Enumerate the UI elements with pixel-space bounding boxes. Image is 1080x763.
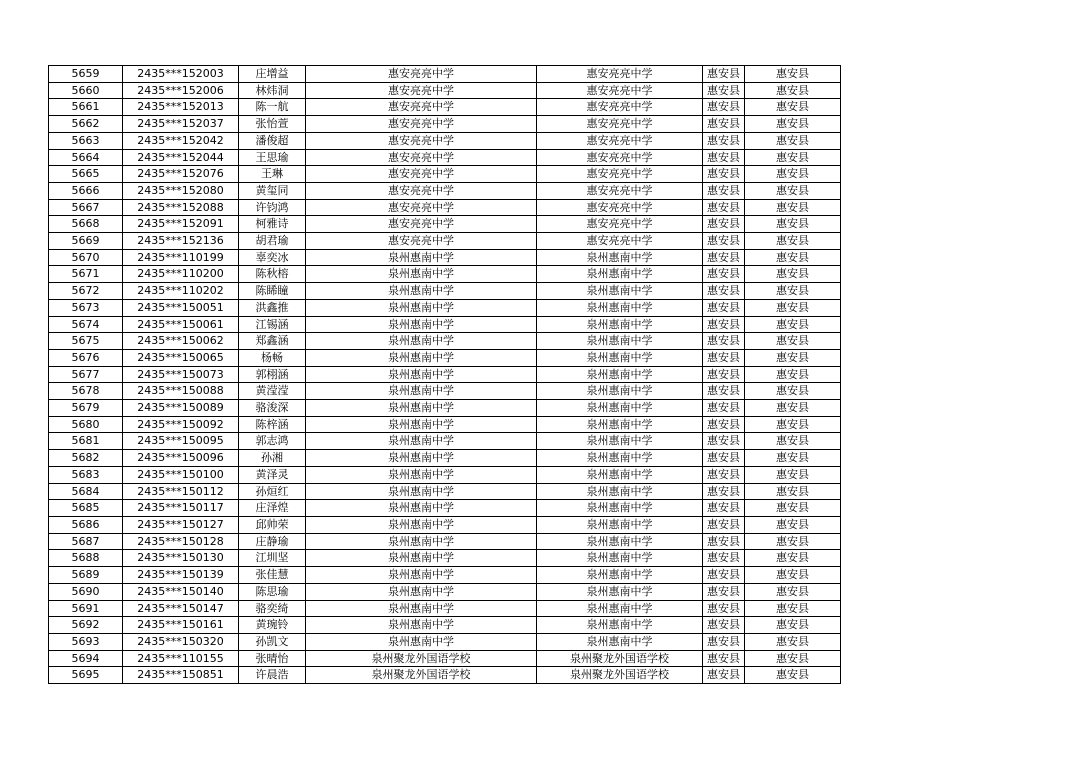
id-cell: 2435***150128 [123, 533, 239, 550]
row-number-cell: 5692 [49, 617, 123, 634]
county-repeat-cell: 惠安县 [745, 433, 841, 450]
county-repeat-cell: 惠安县 [745, 450, 841, 467]
county-repeat-cell: 惠安县 [745, 132, 841, 149]
table-row [49, 500, 841, 517]
school-repeat-cell: 泉州惠南中学 [537, 633, 703, 650]
school-repeat-cell: 泉州惠南中学 [537, 249, 703, 266]
school-repeat-cell: 惠安亮亮中学 [537, 182, 703, 199]
id-cell: 2435***110199 [123, 249, 239, 266]
id-cell: 2435***150139 [123, 567, 239, 584]
table-row [49, 650, 841, 667]
county-repeat-cell: 惠安县 [745, 249, 841, 266]
table-row [49, 316, 841, 333]
county-cell: 惠安县 [703, 650, 745, 667]
table-row [49, 617, 841, 634]
county-cell: 惠安县 [703, 132, 745, 149]
table-row [49, 82, 841, 99]
county-repeat-cell: 惠安县 [745, 483, 841, 500]
id-cell: 2435***150051 [123, 299, 239, 316]
county-cell: 惠安县 [703, 533, 745, 550]
row-number-cell: 5668 [49, 216, 123, 233]
school-cell: 泉州惠南中学 [306, 383, 537, 400]
table-row [49, 483, 841, 500]
county-repeat-cell: 惠安县 [745, 283, 841, 300]
name-cell: 孙湘 [239, 450, 306, 467]
name-cell: 庄增益 [239, 66, 306, 83]
row-number-cell: 5664 [49, 149, 123, 166]
county-repeat-cell: 惠安县 [745, 182, 841, 199]
name-cell: 潘俊超 [239, 132, 306, 149]
school-cell: 泉州惠南中学 [306, 400, 537, 417]
id-cell: 2435***152044 [123, 149, 239, 166]
school-cell: 泉州惠南中学 [306, 316, 537, 333]
county-cell: 惠安县 [703, 216, 745, 233]
name-cell: 江锡涵 [239, 316, 306, 333]
school-cell: 泉州惠南中学 [306, 450, 537, 467]
school-repeat-cell: 泉州聚龙外国语学校 [537, 667, 703, 684]
table-row [49, 349, 841, 366]
county-cell: 惠安县 [703, 99, 745, 116]
row-number-cell: 5672 [49, 283, 123, 300]
name-cell: 许晨浩 [239, 667, 306, 684]
school-cell: 泉州惠南中学 [306, 533, 537, 550]
school-cell: 惠安亮亮中学 [306, 182, 537, 199]
id-cell: 2435***152080 [123, 182, 239, 199]
id-cell: 2435***152091 [123, 216, 239, 233]
row-number-cell: 5678 [49, 383, 123, 400]
id-cell: 2435***150065 [123, 349, 239, 366]
table-row [49, 249, 841, 266]
school-cell: 惠安亮亮中学 [306, 199, 537, 216]
county-repeat-cell: 惠安县 [745, 199, 841, 216]
school-cell: 泉州聚龙外国语学校 [306, 667, 537, 684]
table-row [49, 333, 841, 350]
id-cell: 2435***150127 [123, 516, 239, 533]
name-cell: 黄玺同 [239, 182, 306, 199]
school-cell: 惠安亮亮中学 [306, 99, 537, 116]
school-cell: 泉州惠南中学 [306, 550, 537, 567]
school-cell: 惠安亮亮中学 [306, 66, 537, 83]
table-row [49, 450, 841, 467]
id-cell: 2435***152037 [123, 116, 239, 133]
name-cell: 陈睎瞳 [239, 283, 306, 300]
county-repeat-cell: 惠安县 [745, 567, 841, 584]
table-row [49, 466, 841, 483]
id-cell: 2435***150112 [123, 483, 239, 500]
name-cell: 黄泽灵 [239, 466, 306, 483]
county-repeat-cell: 惠安县 [745, 466, 841, 483]
school-cell: 泉州惠南中学 [306, 416, 537, 433]
county-repeat-cell: 惠安县 [745, 650, 841, 667]
school-repeat-cell: 泉州惠南中学 [537, 516, 703, 533]
county-repeat-cell: 惠安县 [745, 166, 841, 183]
id-cell: 2435***150147 [123, 600, 239, 617]
school-cell: 泉州惠南中学 [306, 366, 537, 383]
county-cell: 惠安县 [703, 299, 745, 316]
id-cell: 2435***152013 [123, 99, 239, 116]
row-number-cell: 5691 [49, 600, 123, 617]
county-cell: 惠安县 [703, 550, 745, 567]
county-repeat-cell: 惠安县 [745, 416, 841, 433]
table-row [49, 216, 841, 233]
id-cell: 2435***152042 [123, 132, 239, 149]
row-number-cell: 5663 [49, 132, 123, 149]
id-cell: 2435***150095 [123, 433, 239, 450]
table-row [49, 366, 841, 383]
county-repeat-cell: 惠安县 [745, 533, 841, 550]
county-cell: 惠安县 [703, 182, 745, 199]
table-row [49, 516, 841, 533]
school-cell: 泉州惠南中学 [306, 583, 537, 600]
name-cell: 邱帅荣 [239, 516, 306, 533]
table-row [49, 667, 841, 684]
county-repeat-cell: 惠安县 [745, 333, 841, 350]
county-repeat-cell: 惠安县 [745, 383, 841, 400]
school-repeat-cell: 惠安亮亮中学 [537, 116, 703, 133]
table-row [49, 383, 841, 400]
school-repeat-cell: 惠安亮亮中学 [537, 82, 703, 99]
school-repeat-cell: 泉州惠南中学 [537, 333, 703, 350]
county-cell: 惠安县 [703, 617, 745, 634]
school-repeat-cell: 泉州惠南中学 [537, 283, 703, 300]
county-cell: 惠安县 [703, 500, 745, 517]
table-row [49, 400, 841, 417]
table-row [49, 633, 841, 650]
county-repeat-cell: 惠安县 [745, 633, 841, 650]
school-repeat-cell: 泉州惠南中学 [537, 299, 703, 316]
school-repeat-cell: 泉州惠南中学 [537, 567, 703, 584]
row-number-cell: 5667 [49, 199, 123, 216]
county-repeat-cell: 惠安县 [745, 550, 841, 567]
county-repeat-cell: 惠安县 [745, 266, 841, 283]
school-cell: 惠安亮亮中学 [306, 116, 537, 133]
county-repeat-cell: 惠安县 [745, 400, 841, 417]
school-cell: 泉州惠南中学 [306, 500, 537, 517]
county-cell: 惠安县 [703, 316, 745, 333]
table-row [49, 583, 841, 600]
county-repeat-cell: 惠安县 [745, 600, 841, 617]
school-cell: 泉州惠南中学 [306, 249, 537, 266]
school-repeat-cell: 惠安亮亮中学 [537, 149, 703, 166]
row-number-cell: 5688 [49, 550, 123, 567]
id-cell: 2435***110202 [123, 283, 239, 300]
school-cell: 泉州惠南中学 [306, 483, 537, 500]
name-cell: 陈梓涵 [239, 416, 306, 433]
row-number-cell: 5683 [49, 466, 123, 483]
table-row [49, 233, 841, 250]
name-cell: 庄泽煌 [239, 500, 306, 517]
school-repeat-cell: 惠安亮亮中学 [537, 66, 703, 83]
county-cell: 惠安县 [703, 383, 745, 400]
table-row [49, 266, 841, 283]
name-cell: 郭栩涵 [239, 366, 306, 383]
id-cell: 2435***150061 [123, 316, 239, 333]
county-cell: 惠安县 [703, 433, 745, 450]
row-number-cell: 5677 [49, 366, 123, 383]
table-row [49, 116, 841, 133]
name-cell: 黄琬铃 [239, 617, 306, 634]
school-cell: 泉州聚龙外国语学校 [306, 650, 537, 667]
row-number-cell: 5675 [49, 333, 123, 350]
school-repeat-cell: 惠安亮亮中学 [537, 99, 703, 116]
name-cell: 郑鑫涵 [239, 333, 306, 350]
county-cell: 惠安县 [703, 667, 745, 684]
school-repeat-cell: 泉州惠南中学 [537, 466, 703, 483]
row-number-cell: 5671 [49, 266, 123, 283]
county-cell: 惠安县 [703, 583, 745, 600]
county-cell: 惠安县 [703, 333, 745, 350]
row-number-cell: 5660 [49, 82, 123, 99]
county-cell: 惠安县 [703, 450, 745, 467]
table-row [49, 66, 841, 83]
school-repeat-cell: 泉州惠南中学 [537, 617, 703, 634]
school-cell: 泉州惠南中学 [306, 466, 537, 483]
table-row [49, 283, 841, 300]
county-cell: 惠安县 [703, 349, 745, 366]
county-cell: 惠安县 [703, 466, 745, 483]
county-repeat-cell: 惠安县 [745, 116, 841, 133]
id-cell: 2435***150092 [123, 416, 239, 433]
id-cell: 2435***150096 [123, 450, 239, 467]
table-row [49, 567, 841, 584]
row-number-cell: 5681 [49, 433, 123, 450]
table-row [49, 182, 841, 199]
county-cell: 惠安县 [703, 567, 745, 584]
county-repeat-cell: 惠安县 [745, 233, 841, 250]
row-number-cell: 5679 [49, 400, 123, 417]
row-number-cell: 5694 [49, 650, 123, 667]
school-cell: 泉州惠南中学 [306, 617, 537, 634]
row-number-cell: 5684 [49, 483, 123, 500]
county-cell: 惠安县 [703, 82, 745, 99]
school-repeat-cell: 泉州惠南中学 [537, 600, 703, 617]
id-cell: 2435***150089 [123, 400, 239, 417]
name-cell: 许钧鸿 [239, 199, 306, 216]
school-cell: 泉州惠南中学 [306, 567, 537, 584]
school-repeat-cell: 泉州惠南中学 [537, 266, 703, 283]
id-cell: 2435***110200 [123, 266, 239, 283]
id-cell: 2435***150117 [123, 500, 239, 517]
school-cell: 泉州惠南中学 [306, 299, 537, 316]
name-cell: 杨畅 [239, 349, 306, 366]
roster-table [48, 65, 841, 684]
name-cell: 张晴怡 [239, 650, 306, 667]
row-number-cell: 5666 [49, 182, 123, 199]
id-cell: 2435***152076 [123, 166, 239, 183]
school-repeat-cell: 惠安亮亮中学 [537, 216, 703, 233]
id-cell: 2435***150073 [123, 366, 239, 383]
county-cell: 惠安县 [703, 600, 745, 617]
row-number-cell: 5673 [49, 299, 123, 316]
county-cell: 惠安县 [703, 149, 745, 166]
row-number-cell: 5661 [49, 99, 123, 116]
name-cell: 王琳 [239, 166, 306, 183]
school-cell: 泉州惠南中学 [306, 283, 537, 300]
county-cell: 惠安县 [703, 266, 745, 283]
row-number-cell: 5665 [49, 166, 123, 183]
school-repeat-cell: 泉州惠南中学 [537, 550, 703, 567]
id-cell: 2435***150320 [123, 633, 239, 650]
row-number-cell: 5685 [49, 500, 123, 517]
row-number-cell: 5690 [49, 583, 123, 600]
county-cell: 惠安县 [703, 116, 745, 133]
id-cell: 2435***150851 [123, 667, 239, 684]
school-repeat-cell: 惠安亮亮中学 [537, 166, 703, 183]
name-cell: 张佳慧 [239, 567, 306, 584]
id-cell: 2435***150100 [123, 466, 239, 483]
name-cell: 陈一航 [239, 99, 306, 116]
table-row [49, 600, 841, 617]
name-cell: 柯雅诗 [239, 216, 306, 233]
school-cell: 泉州惠南中学 [306, 600, 537, 617]
county-repeat-cell: 惠安县 [745, 99, 841, 116]
county-cell: 惠安县 [703, 516, 745, 533]
name-cell: 胡君瑜 [239, 233, 306, 250]
school-repeat-cell: 泉州惠南中学 [537, 450, 703, 467]
school-cell: 惠安亮亮中学 [306, 132, 537, 149]
county-cell: 惠安县 [703, 400, 745, 417]
county-cell: 惠安县 [703, 249, 745, 266]
table-row [49, 149, 841, 166]
table-row [49, 533, 841, 550]
school-cell: 泉州惠南中学 [306, 349, 537, 366]
row-number-cell: 5662 [49, 116, 123, 133]
school-cell: 泉州惠南中学 [306, 433, 537, 450]
school-cell: 泉州惠南中学 [306, 266, 537, 283]
school-repeat-cell: 泉州惠南中学 [537, 533, 703, 550]
school-repeat-cell: 泉州惠南中学 [537, 400, 703, 417]
county-repeat-cell: 惠安县 [745, 617, 841, 634]
name-cell: 骆奕绮 [239, 600, 306, 617]
id-cell: 2435***152003 [123, 66, 239, 83]
row-number-cell: 5687 [49, 533, 123, 550]
county-repeat-cell: 惠安县 [745, 516, 841, 533]
name-cell: 庄静瑜 [239, 533, 306, 550]
name-cell: 孙凯文 [239, 633, 306, 650]
row-number-cell: 5670 [49, 249, 123, 266]
name-cell: 辜奕冰 [239, 249, 306, 266]
row-number-cell: 5689 [49, 567, 123, 584]
id-cell: 2435***150088 [123, 383, 239, 400]
school-repeat-cell: 泉州惠南中学 [537, 583, 703, 600]
id-cell: 2435***150130 [123, 550, 239, 567]
row-number-cell: 5674 [49, 316, 123, 333]
name-cell: 郭志鸿 [239, 433, 306, 450]
school-cell: 惠安亮亮中学 [306, 233, 537, 250]
county-repeat-cell: 惠安县 [745, 66, 841, 83]
name-cell: 陈思瑜 [239, 583, 306, 600]
school-cell: 惠安亮亮中学 [306, 216, 537, 233]
county-repeat-cell: 惠安县 [745, 667, 841, 684]
county-cell: 惠安县 [703, 416, 745, 433]
school-repeat-cell: 泉州惠南中学 [537, 383, 703, 400]
row-number-cell: 5695 [49, 667, 123, 684]
name-cell: 洪鑫推 [239, 299, 306, 316]
county-repeat-cell: 惠安县 [745, 216, 841, 233]
school-repeat-cell: 泉州聚龙外国语学校 [537, 650, 703, 667]
name-cell: 孙烜红 [239, 483, 306, 500]
school-repeat-cell: 泉州惠南中学 [537, 316, 703, 333]
school-repeat-cell: 泉州惠南中学 [537, 349, 703, 366]
table-row [49, 416, 841, 433]
table-row [49, 199, 841, 216]
table-row [49, 550, 841, 567]
school-repeat-cell: 泉州惠南中学 [537, 433, 703, 450]
id-cell: 2435***150062 [123, 333, 239, 350]
name-cell: 陈秋榕 [239, 266, 306, 283]
school-repeat-cell: 惠安亮亮中学 [537, 233, 703, 250]
county-repeat-cell: 惠安县 [745, 500, 841, 517]
table-row [49, 99, 841, 116]
county-cell: 惠安县 [703, 283, 745, 300]
county-repeat-cell: 惠安县 [745, 149, 841, 166]
school-cell: 惠安亮亮中学 [306, 149, 537, 166]
row-number-cell: 5669 [49, 233, 123, 250]
school-cell: 泉州惠南中学 [306, 516, 537, 533]
county-cell: 惠安县 [703, 633, 745, 650]
school-repeat-cell: 惠安亮亮中学 [537, 132, 703, 149]
county-repeat-cell: 惠安县 [745, 82, 841, 99]
county-repeat-cell: 惠安县 [745, 366, 841, 383]
name-cell: 黄滢滢 [239, 383, 306, 400]
row-number-cell: 5676 [49, 349, 123, 366]
county-cell: 惠安县 [703, 199, 745, 216]
school-repeat-cell: 泉州惠南中学 [537, 416, 703, 433]
county-repeat-cell: 惠安县 [745, 299, 841, 316]
school-cell: 惠安亮亮中学 [306, 82, 537, 99]
row-number-cell: 5682 [49, 450, 123, 467]
county-repeat-cell: 惠安县 [745, 316, 841, 333]
id-cell: 2435***152088 [123, 199, 239, 216]
table-row [49, 433, 841, 450]
school-repeat-cell: 泉州惠南中学 [537, 366, 703, 383]
school-cell: 惠安亮亮中学 [306, 166, 537, 183]
school-cell: 泉州惠南中学 [306, 333, 537, 350]
county-repeat-cell: 惠安县 [745, 583, 841, 600]
id-cell: 2435***150140 [123, 583, 239, 600]
school-repeat-cell: 泉州惠南中学 [537, 500, 703, 517]
id-cell: 2435***152136 [123, 233, 239, 250]
name-cell: 王思瑜 [239, 149, 306, 166]
roster-body [49, 66, 841, 684]
row-number-cell: 5680 [49, 416, 123, 433]
school-repeat-cell: 惠安亮亮中学 [537, 199, 703, 216]
county-cell: 惠安县 [703, 483, 745, 500]
name-cell: 张怡萱 [239, 116, 306, 133]
county-cell: 惠安县 [703, 366, 745, 383]
row-number-cell: 5693 [49, 633, 123, 650]
name-cell: 骆浚深 [239, 400, 306, 417]
name-cell: 江圳坚 [239, 550, 306, 567]
county-cell: 惠安县 [703, 166, 745, 183]
table-row [49, 132, 841, 149]
id-cell: 2435***150161 [123, 617, 239, 634]
table-row [49, 299, 841, 316]
name-cell: 林炜洞 [239, 82, 306, 99]
county-repeat-cell: 惠安县 [745, 349, 841, 366]
county-cell: 惠安县 [703, 66, 745, 83]
school-repeat-cell: 泉州惠南中学 [537, 483, 703, 500]
school-cell: 泉州惠南中学 [306, 633, 537, 650]
id-cell: 2435***110155 [123, 650, 239, 667]
county-cell: 惠安县 [703, 233, 745, 250]
table-row [49, 166, 841, 183]
row-number-cell: 5659 [49, 66, 123, 83]
row-number-cell: 5686 [49, 516, 123, 533]
id-cell: 2435***152006 [123, 82, 239, 99]
